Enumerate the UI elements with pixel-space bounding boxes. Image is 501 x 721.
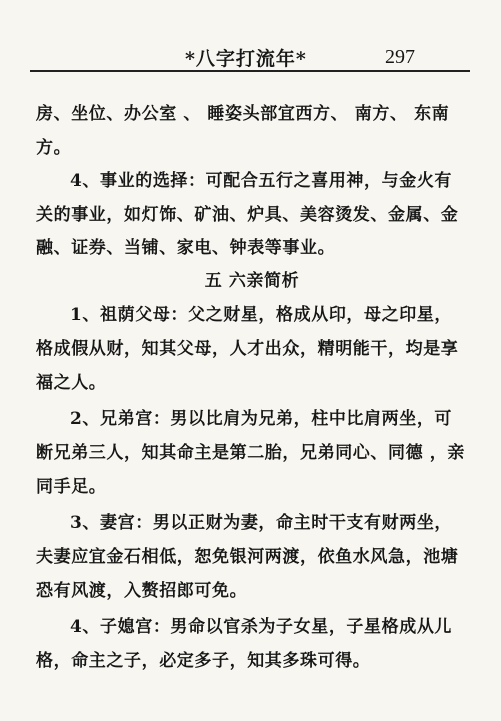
- running-title: *八字打流年*: [185, 48, 307, 70]
- top-text-block: [36, 98, 468, 266]
- section-heading: 五 六亲简析: [204, 271, 300, 291]
- paragraph-career: 4、事业的选择：可配合五行之喜用神，与金火有关的事业，如灯饰、矿油、炉具、美容烫发、金属、金融、证券、当铺、家电、钟表等事业。: [36, 171, 459, 258]
- paragraph-children: 4、子媳宫：男命以官杀为子女星，子星格成从儿格，命主之子，必定多子，知其多珠可得。: [36, 617, 453, 671]
- section-body: [36, 298, 468, 680]
- header-rule: [30, 70, 470, 72]
- paragraph-continuation: 房、坐位、办公室 、 睡姿头部宜西方、 南方、 东南方。: [36, 104, 450, 158]
- page-number: 297: [385, 46, 415, 68]
- page-header: [30, 38, 470, 70]
- paragraph-spouse: 3、妻宫：男以正财为妻，命主时干支有财两坐，夫妻应宜金石相低，恕免银河两渡，依鱼水风急，池塘恐有风渡，入赘招郎可免。: [36, 513, 459, 601]
- paragraph-parents: 1、祖荫父母：父之财星，格成从印，母之印星，格成假从财，知其父母，人才出众，精明能干，均是享福之人。: [36, 305, 459, 393]
- paragraph-siblings: 2、兄弟宫：男以比肩为兄弟，柱中比肩两坐，可断兄弟三人，知其命主是第二胎，兄弟同心、同德 ，亲同手足。: [36, 409, 465, 497]
